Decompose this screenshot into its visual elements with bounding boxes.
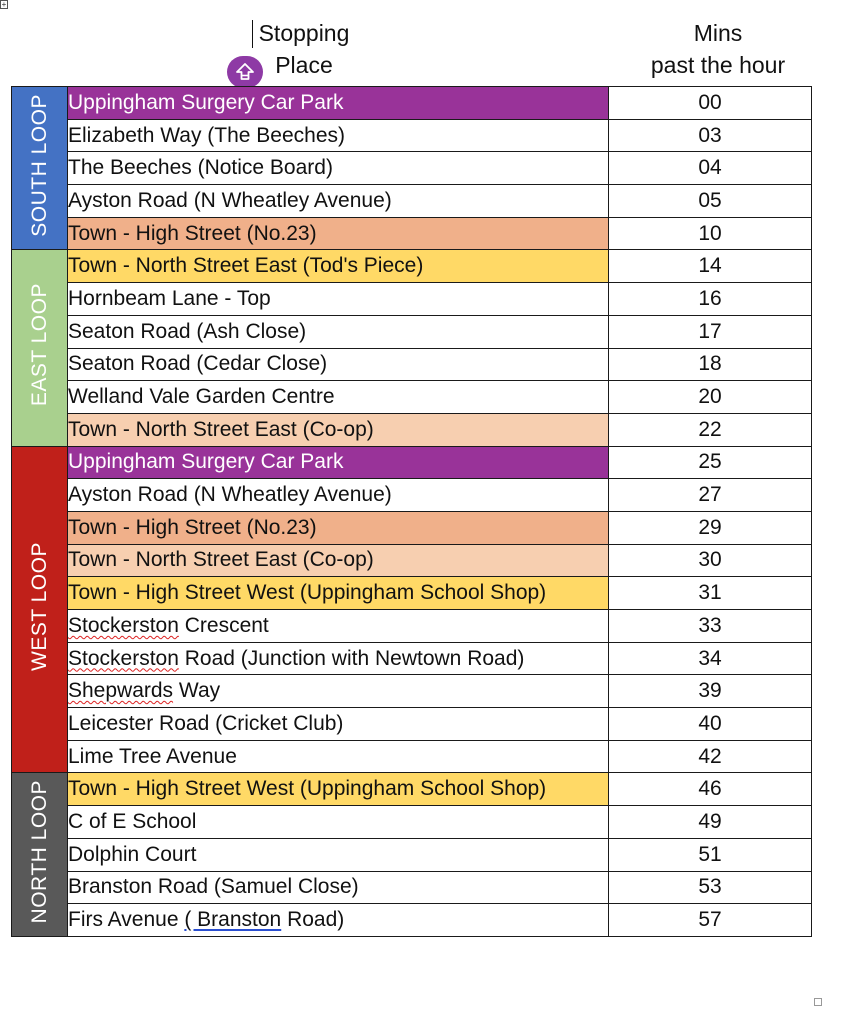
mins-cell[interactable]: 00 bbox=[609, 87, 812, 120]
mins-cell[interactable]: 51 bbox=[609, 838, 812, 871]
text-cursor bbox=[252, 20, 253, 48]
place-cell[interactable]: Town - North Street East (Co-op) bbox=[68, 413, 609, 446]
mins-cell[interactable]: 14 bbox=[609, 250, 812, 283]
table-row bbox=[12, 904, 812, 937]
mins-cell[interactable]: 16 bbox=[609, 283, 812, 316]
mins-cell[interactable]: 10 bbox=[609, 217, 812, 250]
place-cell[interactable]: Uppingham Surgery Car Park bbox=[68, 87, 609, 120]
place-cell[interactable]: Leicester Road (Cricket Club) bbox=[68, 708, 609, 741]
resize-handle-icon[interactable] bbox=[814, 998, 822, 1006]
place-cell[interactable]: Lime Tree Avenue bbox=[68, 740, 609, 773]
place-cell[interactable]: Town - North Street East (Co-op) bbox=[68, 544, 609, 577]
mins-cell[interactable]: 18 bbox=[609, 348, 812, 381]
place-cell[interactable]: Welland Vale Garden Centre bbox=[68, 381, 609, 414]
mins-cell[interactable]: 17 bbox=[609, 315, 812, 348]
timetable bbox=[11, 86, 812, 937]
table-row bbox=[12, 773, 812, 806]
stopping-place-header bbox=[252, 17, 356, 81]
table-row bbox=[12, 348, 812, 381]
table-row bbox=[12, 446, 812, 479]
table-row bbox=[12, 577, 812, 610]
place-cell[interactable]: Ayston Road (N Wheatley Avenue) bbox=[68, 185, 609, 218]
table-row bbox=[12, 185, 812, 218]
place-cell[interactable]: Town - High Street West (Uppingham School Shop) bbox=[68, 773, 609, 806]
place-cell[interactable]: Firs Avenue ( Branston Road) bbox=[68, 904, 609, 937]
table-row bbox=[12, 413, 812, 446]
place-cell[interactable]: Town - High Street (No.23) bbox=[68, 511, 609, 544]
mins-cell[interactable]: 29 bbox=[609, 511, 812, 544]
loop-cell-south bbox=[12, 87, 68, 250]
table-row bbox=[12, 283, 812, 316]
table-row bbox=[12, 610, 812, 643]
header-line: Mins bbox=[693, 20, 743, 46]
mins-cell[interactable]: 22 bbox=[609, 413, 812, 446]
mins-cell[interactable]: 34 bbox=[609, 642, 812, 675]
loop-cell-north bbox=[12, 773, 68, 936]
place-cell[interactable]: Dolphin Court bbox=[68, 838, 609, 871]
place-cell[interactable]: Hornbeam Lane - Top bbox=[68, 283, 609, 316]
loop-label: EAST LOOP bbox=[27, 283, 51, 407]
mins-cell[interactable]: 30 bbox=[609, 544, 812, 577]
mins-cell[interactable]: 57 bbox=[609, 904, 812, 937]
table-row bbox=[12, 479, 812, 512]
place-cell[interactable]: Seaton Road (Cedar Close) bbox=[68, 348, 609, 381]
plus-move-icon[interactable]: + bbox=[1, 0, 7, 9]
move-up-button[interactable] bbox=[227, 56, 263, 88]
place-cell[interactable]: Town - High Street West (Uppingham School Shop) bbox=[68, 577, 609, 610]
mins-cell[interactable]: 25 bbox=[609, 446, 812, 479]
mins-cell[interactable]: 39 bbox=[609, 675, 812, 708]
table-row bbox=[12, 675, 812, 708]
place-cell[interactable]: Branston Road (Samuel Close) bbox=[68, 871, 609, 904]
loop-label: NORTH LOOP bbox=[27, 779, 51, 924]
table-row bbox=[12, 250, 812, 283]
table-row bbox=[12, 838, 812, 871]
loop-label: WEST LOOP bbox=[27, 542, 51, 671]
mins-cell[interactable]: 42 bbox=[609, 740, 812, 773]
mins-cell[interactable]: 49 bbox=[609, 806, 812, 839]
mins-cell[interactable]: 53 bbox=[609, 871, 812, 904]
mins-cell[interactable]: 31 bbox=[609, 577, 812, 610]
table-row bbox=[12, 119, 812, 152]
place-cell[interactable]: Shepwards Way bbox=[68, 675, 609, 708]
place-cell[interactable]: Town - North Street East (Tod's Piece) bbox=[68, 250, 609, 283]
mins-cell[interactable]: 03 bbox=[609, 119, 812, 152]
place-cell[interactable]: The Beeches (Notice Board) bbox=[68, 152, 609, 185]
place-cell[interactable]: C of E School bbox=[68, 806, 609, 839]
table-row bbox=[12, 217, 812, 250]
mins-cell[interactable]: 20 bbox=[609, 381, 812, 414]
place-cell[interactable]: Stockerston Road (Junction with Newtown Road) bbox=[68, 642, 609, 675]
mins-cell[interactable]: 05 bbox=[609, 185, 812, 218]
table-row bbox=[12, 315, 812, 348]
loop-cell-east bbox=[12, 250, 68, 446]
place-cell[interactable]: Elizabeth Way (The Beeches) bbox=[68, 119, 609, 152]
place-cell[interactable]: Seaton Road (Ash Close) bbox=[68, 315, 609, 348]
place-cell[interactable]: Uppingham Surgery Car Park bbox=[68, 446, 609, 479]
header-line: Place bbox=[275, 52, 333, 78]
mins-cell[interactable]: 33 bbox=[609, 610, 812, 643]
loop-cell-west bbox=[12, 446, 68, 773]
table-row bbox=[12, 381, 812, 414]
table-row bbox=[12, 87, 812, 120]
header-line: past the hour bbox=[650, 52, 786, 78]
header-line: Stopping bbox=[258, 20, 350, 46]
table-row bbox=[12, 544, 812, 577]
place-cell[interactable]: Ayston Road (N Wheatley Avenue) bbox=[68, 479, 609, 512]
table-row bbox=[12, 708, 812, 741]
table-row bbox=[12, 152, 812, 185]
mins-past-hour-header bbox=[608, 17, 828, 81]
table-row bbox=[12, 511, 812, 544]
table-row bbox=[12, 642, 812, 675]
place-cell[interactable]: Town - High Street (No.23) bbox=[68, 217, 609, 250]
mins-cell[interactable]: 40 bbox=[609, 708, 812, 741]
mins-cell[interactable]: 27 bbox=[609, 479, 812, 512]
table-row bbox=[12, 806, 812, 839]
arrow-up-icon bbox=[235, 62, 255, 82]
table-row bbox=[12, 871, 812, 904]
place-cell[interactable]: Stockerston Crescent bbox=[68, 610, 609, 643]
mins-cell[interactable]: 04 bbox=[609, 152, 812, 185]
table-row bbox=[12, 740, 812, 773]
mins-cell[interactable]: 46 bbox=[609, 773, 812, 806]
loop-label: SOUTH LOOP bbox=[27, 93, 51, 237]
